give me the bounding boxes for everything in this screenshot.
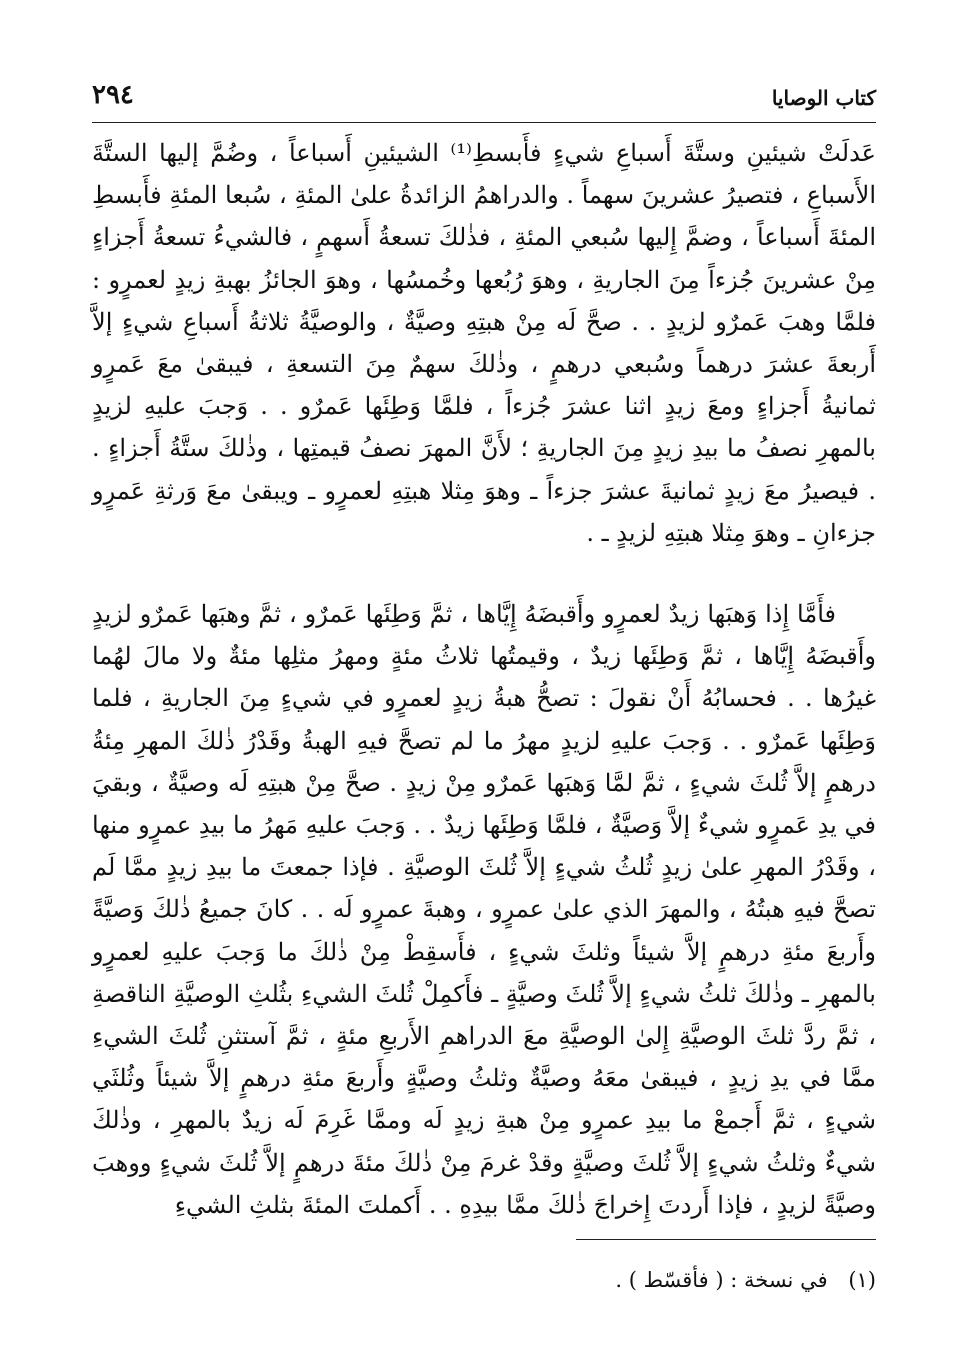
footnote-text: في نسخة : ( فأقسّط ) .: [615, 1268, 828, 1292]
paragraph-2: [92, 593, 876, 1226]
header-divider: [92, 122, 876, 123]
paragraph-1: [92, 132, 876, 554]
paragraph-text: عَدلَتْ شيئينِ وستَّةَ أَسباعِ شيءٍ فأَبسطِ⁽¹⁾ الشيئينِ أَسباعاً ، وضُمَّ إليها الستَّةَ الأَسباعِ ، فتصيرُ عشرينَ سهماً . والدراهمُ الزائدةُ علىٰ المئةِ ، سُبعا المئةِ فأَبسطِ المئةَ أَسباعاً ، وضمَّ إِليها سُبعي المئةِ ، فذٰلكَ تسعةُ أَسهمٍ ، فالشيءُ تسعةُ أَجزاءٍ مِنْ عشرينَ جُزءاً مِنَ الجاريةِ ، وهوَ رُبُعها وخُمسُها ، وهوَ الجائزُ بهبةِ زيدٍ لعمرٍو : فلمَّا وهبَ عَمرٌو لزيدٍ . . صحَّ لَه مِنْ هبتِهِ وصيَّةٌ ، والوصيَّةُ ثلاثةُ أَسباعِ شيءٍ إلاَّ أَربعةَ عشرَ درهماً وسُبعي درهمٍ ، وذٰلكَ سهمٌ مِنَ التسعةِ ، فيبقىٰ معَ عَمرٍو ثمانيةُ أَجزاءٍ ومعَ زيدٍ اثنا عشرَ جُزءاً ، فلمَّا وَطِئَها عَمرٌو . . وَجبَ عليهِ لزيدٍ بالمهرِ نصفُ ما بيدِ زيدٍ مِنَ الجاريةِ ؛ لأَنَّ المهرَ نصفُ قيمتِها ، وذٰلكَ ستَّةُ أَجزاءٍ . . فيصيرُ معَ زيدٍ ثمانيةَ عشرَ جزءاً ـ وهوَ مِثلا هبتِهِ لعمرٍو ـ ويبقىٰ معَ وَرثةِ عَمرٍو جزءانِ ـ وهوَ مِثلا هبتِهِ لزيدٍ ـ .: [92, 139, 876, 547]
footnote-marker: (١): [848, 1268, 876, 1292]
page-number: ٢٩٤: [92, 80, 134, 110]
footnote: [92, 1264, 876, 1296]
page-header: [92, 80, 876, 118]
footnote-divider: [576, 1239, 876, 1240]
paragraph-text: فأَمَّا إِذا وَهبَها زيدٌ لعمرٍو وأَقبضَهُ إِيَّاها ، ثمَّ وَطِئَها عَمرٌو ، ثمَّ وهبَها عَمرٌو لزيدٍ وأَقبضَهُ إِيَّاها ، ثمَّ وَطِئَها زيدٌ ، وقيمتُها ثلاثُ مئةٍ ومهرُ مثلِها مئةٌ ولا مالَ لهُما غيرُها . . فحسابُهُ أَنْ نقولَ : تصحُّ هبةُ زيدٍ لعمرٍو في شيءٍ مِنَ الجاريةِ ، فلما وَطِئَها عَمرٌو . . وَجبَ عليهِ لزيدٍ مهرُ ما لم تصحَّ فيهِ الهبةُ وقَدْرُ ذٰلكَ المهرِ مِئةُ درهمٍ إلاَّ ثُلثَ شيءٍ ، ثمَّ لمَّا وَهبَها عَمرٌو مِنْ زيدٍ . صحَّ مِنْ هبتِهِ لَه وصيَّةٌ ، وبقيَ في يدِ عَمرٍو شيءٌ إلاَّ وَصيَّةٌ ، فلمَّا وَطِئَها زيدٌ . . وَجبَ عليهِ مَهرُ ما بيدِ عمرٍو منها ، وقَدْرُ المهرِ علىٰ زيدٍ ثُلثُ شيءٍ إلاَّ ثُلثَ الوصيَّةِ . فإذا جمعتَ ما بيدِ زيدٍ ممَّا لَم تصحَّ فيهِ هبتُهُ ، والمهرَ الذي علىٰ عمرٍو ، وهبةَ عمرٍو لَه . . كانَ جميعُ ذٰلكَ وَصيَّةً وأَربعَ مئةِ درهمٍ إلاَّ شيئاً وثلثَ شيءٍ ، فأَسقِطْ مِنْ ذٰلكَ ما وَجبَ عليهِ لعمرٍو بالمهرِ ـ وذٰلكَ ثلثُ شيءٍ إلاَّ ثُلثَ وصيَّةٍ ـ فأَكمِلْ ثُلثَ الشيءِ بثُلثِ الوصيَّةِ الناقصةِ ، ثمَّ ردَّ ثلثَ الوصيَّةِ إِلىٰ الوصيَّةِ معَ الدراهمِ الأَربعِ مئةٍ ، ثمَّ آستثنِ ثُلثَ الشيءِ ممَّا في يدِ زيدٍ ، فيبقىٰ معَهُ وصيَّةٌ وثلثُ وصيَّةٍ وأَربعَ مئةِ درهمٍ إلاَّ شيئاً وثُلثَي شيءٍ ، ثمَّ أَجمعْ ما بيدِ عمرٍو مِنْ هبةِ زيدٍ لَه وممَّا غَرِمَ لَه زيدٌ بالمهرِ ، وذٰلكَ شيءٌ وثلثُ شيءٍ إلاَّ ثُلثَ وصيَّةٍ وقدْ غرمَ مِنْ ذٰلكَ مئةَ درهمٍ إلاَّ ثُلثَ شيءٍ ووهبَ وصيَّةً لزيدٍ ، فإذا أَردتَ إِخراجَ ذٰلكَ ممَّا بيدِهِ . . أَكملتَ المئةَ بثلثِ الشيءِ: [92, 600, 876, 1219]
running-title: كتاب الوصايا: [771, 86, 876, 110]
